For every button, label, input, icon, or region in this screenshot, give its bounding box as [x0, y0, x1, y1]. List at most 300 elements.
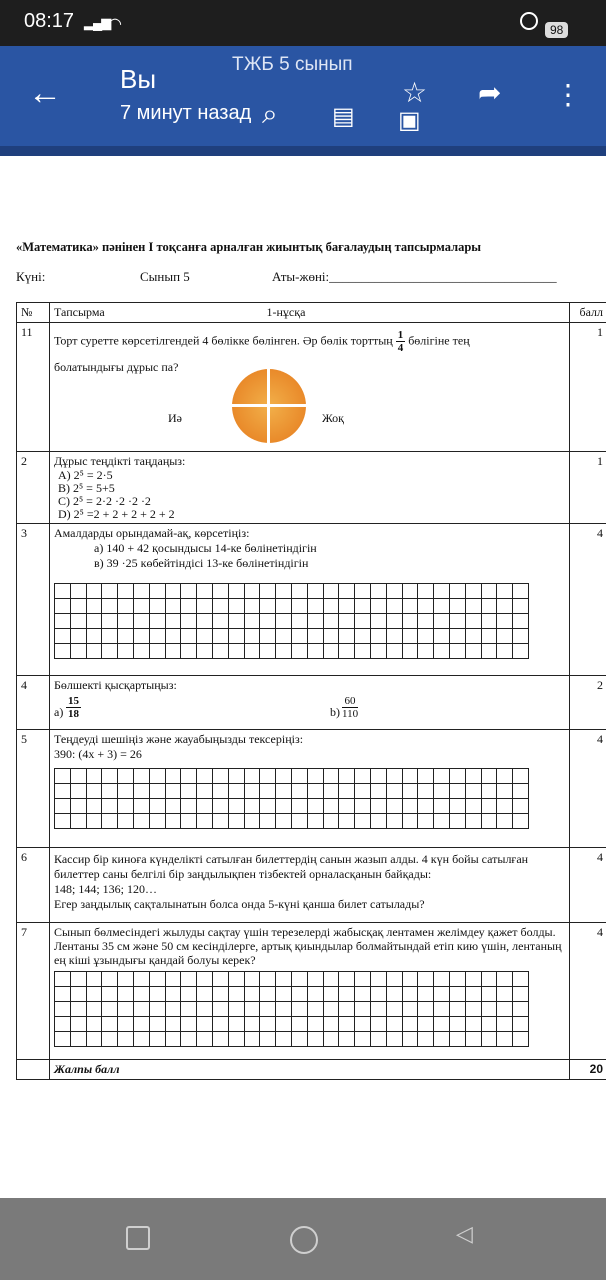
grid-cell [449, 814, 465, 829]
grid-cell [70, 1002, 86, 1017]
grid-cell [102, 799, 118, 814]
table-row [17, 524, 606, 676]
grid-cell [55, 614, 71, 629]
grid-cell [418, 584, 434, 599]
grid-cell [133, 814, 149, 829]
grid-cell [118, 1017, 134, 1032]
grid-cell [513, 799, 529, 814]
grid-cell [181, 799, 197, 814]
grid-cell [370, 987, 386, 1002]
answer-no: Жоқ [322, 411, 344, 425]
grid-cell [355, 584, 371, 599]
answer-grid [54, 768, 529, 829]
grid-cell [165, 1002, 181, 1017]
grid-cell [70, 629, 86, 644]
grid-cell [323, 599, 339, 614]
grid-cell [55, 1017, 71, 1032]
grid-cell [102, 1032, 118, 1047]
grid-cell [276, 614, 292, 629]
grid-cell [165, 784, 181, 799]
grid-cell [118, 614, 134, 629]
grid-row [55, 1017, 529, 1032]
grid-cell [307, 987, 323, 1002]
grid-cell [402, 1002, 418, 1017]
grid-cell [386, 584, 402, 599]
grid-cell [228, 799, 244, 814]
grid-cell [133, 769, 149, 784]
grid-cell [291, 629, 307, 644]
grid-cell [149, 584, 165, 599]
grid-cell [497, 987, 513, 1002]
grid-cell [260, 972, 276, 987]
grid-cell [181, 614, 197, 629]
grid-cell [465, 584, 481, 599]
grid-cell [291, 1017, 307, 1032]
total-score: 20 [570, 1060, 606, 1080]
grid-cell [355, 814, 371, 829]
grid-cell [481, 584, 497, 599]
grid-cell [513, 1002, 529, 1017]
grid-cell [339, 599, 355, 614]
grid-cell [118, 599, 134, 614]
grid-cell [307, 1002, 323, 1017]
grid-cell [481, 614, 497, 629]
grid-cell [118, 629, 134, 644]
grid-cell [181, 814, 197, 829]
grid-cell [212, 972, 228, 987]
grid-cell [418, 599, 434, 614]
grid-cell [228, 769, 244, 784]
grid-cell [323, 784, 339, 799]
grid-cell [307, 1032, 323, 1047]
grid-cell [497, 644, 513, 659]
grid-cell [481, 1002, 497, 1017]
grid-cell [497, 1032, 513, 1047]
grid-cell [465, 799, 481, 814]
grid-row [55, 987, 529, 1002]
grid-cell [86, 1002, 102, 1017]
grid-cell [513, 1017, 529, 1032]
grid-cell [181, 629, 197, 644]
grid-row [55, 769, 529, 784]
grid-cell [244, 599, 260, 614]
grid-cell [244, 814, 260, 829]
grid-cell [276, 987, 292, 1002]
grid-cell [86, 614, 102, 629]
task-question-end: Егер заңдылық сақталынатын болса онда 5-күні қанша билет сатылады? [54, 897, 425, 911]
grid-cell [165, 799, 181, 814]
grid-cell [181, 599, 197, 614]
table-row [17, 676, 606, 730]
grid-cell [244, 584, 260, 599]
grid-cell [149, 972, 165, 987]
grid-cell [291, 1032, 307, 1047]
grid-cell [70, 987, 86, 1002]
grid-cell [70, 599, 86, 614]
grid-cell [291, 599, 307, 614]
grid-row [55, 599, 529, 614]
grid-cell [291, 784, 307, 799]
grid-cell [212, 1017, 228, 1032]
grid-cell [370, 814, 386, 829]
grid-cell [102, 1002, 118, 1017]
grid-cell [291, 769, 307, 784]
grid-cell [118, 769, 134, 784]
grid-cell [386, 799, 402, 814]
alarm-icon [520, 12, 538, 30]
grid-cell [418, 1032, 434, 1047]
grid-cell [418, 614, 434, 629]
grid-cell [244, 1002, 260, 1017]
grid-cell [133, 1032, 149, 1047]
grid-cell [465, 814, 481, 829]
variant-label: 1-нұсқа [266, 305, 306, 319]
task-text [54, 329, 565, 354]
grid-cell [212, 1002, 228, 1017]
grid-cell [244, 1032, 260, 1047]
grid-cell [276, 972, 292, 987]
grid-cell [323, 769, 339, 784]
fraction [396, 329, 406, 354]
grid-cell [370, 644, 386, 659]
grid-cell [181, 1017, 197, 1032]
grid-cell [355, 644, 371, 659]
grid-cell [86, 644, 102, 659]
grid-cell [276, 799, 292, 814]
subtask-b-label: b) [330, 705, 340, 719]
task-number: 6 [17, 848, 50, 923]
grid-cell [418, 799, 434, 814]
col-task-label: Тапсырма [54, 305, 105, 319]
grid-cell [465, 1017, 481, 1032]
grid-cell [181, 584, 197, 599]
grid-cell [513, 769, 529, 784]
grid-cell [418, 972, 434, 987]
grid-cell [434, 799, 450, 814]
options-list [54, 469, 565, 521]
grid-cell [402, 1017, 418, 1032]
grid-cell [386, 644, 402, 659]
col-number: № [17, 303, 50, 323]
grid-cell [70, 644, 86, 659]
grid-cell [370, 1017, 386, 1032]
grid-cell [86, 599, 102, 614]
grid-cell [118, 784, 134, 799]
grid-cell [260, 1002, 276, 1017]
grid-cell [497, 1002, 513, 1017]
grid-cell [418, 814, 434, 829]
grid-cell [197, 814, 213, 829]
task-score: 4 [570, 848, 606, 923]
grid-cell [355, 784, 371, 799]
table-row [17, 848, 606, 923]
grid-cell [418, 769, 434, 784]
star-icon[interactable]: ☆ [402, 77, 428, 108]
grid-cell [86, 814, 102, 829]
wifi-icon: ◠ [108, 16, 122, 33]
grid-cell [418, 1002, 434, 1017]
grid-cell [102, 769, 118, 784]
task-question: Теңдеуді шешіңіз және жауабыңызды тексеріңіз: [54, 732, 304, 746]
grid-cell [370, 584, 386, 599]
grid-cell [355, 799, 371, 814]
share-icon[interactable]: ➦ [478, 77, 502, 108]
grid-cell [244, 614, 260, 629]
more-icon[interactable]: ⋮ [554, 79, 582, 110]
task-question: Бөлшекті қысқартыңыз: [54, 678, 177, 692]
grid-cell [386, 972, 402, 987]
task-question: Дұрыс теңдікті таңдаңыз: [54, 454, 186, 468]
recents-icon[interactable] [126, 1226, 150, 1250]
grid-row [55, 584, 529, 599]
grid-row [55, 1032, 529, 1047]
grid-cell [434, 614, 450, 629]
grid-cell [118, 972, 134, 987]
grid-cell [291, 644, 307, 659]
grid-cell [149, 987, 165, 1002]
grid-cell [165, 1032, 181, 1047]
grid-cell [165, 1017, 181, 1032]
grid-cell [118, 1002, 134, 1017]
grid-cell [165, 614, 181, 629]
grid-cell [481, 599, 497, 614]
grid-cell [276, 1032, 292, 1047]
grid-cell [307, 599, 323, 614]
grid-cell [434, 629, 450, 644]
grid-cell [244, 799, 260, 814]
grid-cell [55, 769, 71, 784]
grid-cell [149, 769, 165, 784]
grid-cell [339, 584, 355, 599]
grid-cell [449, 972, 465, 987]
grid-cell [228, 599, 244, 614]
tasks-table [16, 302, 606, 1080]
grid-cell [86, 799, 102, 814]
grid-cell [418, 1017, 434, 1032]
grid-cell [133, 799, 149, 814]
grid-cell [402, 629, 418, 644]
grid-cell [118, 584, 134, 599]
grid-cell [244, 644, 260, 659]
task-cell [50, 848, 570, 923]
grid-cell [55, 644, 71, 659]
fraction-numerator: 15 [68, 695, 79, 707]
back-icon[interactable]: ← [28, 74, 62, 112]
grid-cell [370, 1002, 386, 1017]
task-question: Кассир бір киноға күнделікті сатылған билеттердің санын жазып алды. 4 күн бойы сатылған билеттер саны белгілі бір заңдылықпен тізбектей орналасқанын байқады: [54, 852, 529, 881]
grid-cell [497, 614, 513, 629]
grid-cell [307, 814, 323, 829]
grid-cell [402, 599, 418, 614]
grid-cell [228, 814, 244, 829]
class-label: Сынып 5 [140, 269, 190, 284]
grid-cell [497, 784, 513, 799]
grid-cell [133, 599, 149, 614]
grid-cell [197, 972, 213, 987]
grid-cell [481, 644, 497, 659]
grid-cell [497, 599, 513, 614]
grid-cell [449, 799, 465, 814]
cake-image [232, 369, 306, 443]
grid-cell [276, 644, 292, 659]
answer-grid [54, 971, 529, 1047]
grid-cell [228, 1017, 244, 1032]
grid-cell [434, 987, 450, 1002]
grid-cell [386, 814, 402, 829]
grid-cell [276, 814, 292, 829]
option-d: D) 2⁵ =2 + 2 + 2 + 2 + 2 [58, 507, 175, 521]
grid-cell [339, 629, 355, 644]
grid-cell [260, 814, 276, 829]
answer-area [54, 375, 565, 449]
grid-cell [102, 987, 118, 1002]
grid-cell [513, 784, 529, 799]
grid-cell [339, 1002, 355, 1017]
grid-cell [434, 814, 450, 829]
document-icon[interactable]: ▤ [332, 103, 355, 130]
grid-cell [102, 599, 118, 614]
task-question-end: болатындығы дұрыс па? [54, 360, 179, 374]
grid-cell [55, 629, 71, 644]
grid-cell [86, 629, 102, 644]
grid-cell [212, 614, 228, 629]
task-number: 7 [17, 923, 50, 1060]
grid-cell [212, 1032, 228, 1047]
grid-cell [434, 644, 450, 659]
grid-row [55, 972, 529, 987]
grid-cell [133, 644, 149, 659]
document-title: ТЖБ 5 сынып [232, 54, 353, 75]
grid-cell [513, 614, 529, 629]
grid-cell [323, 814, 339, 829]
grid-cell [276, 1017, 292, 1032]
grid-cell [133, 614, 149, 629]
grid-cell [481, 987, 497, 1002]
grid-cell [228, 1032, 244, 1047]
fraction-numerator: 1 [397, 329, 404, 341]
option-b: B) 2⁵ = 5+5 [58, 481, 115, 495]
grid-cell [149, 599, 165, 614]
number-sequence: 148; 144; 136; 120… [54, 882, 158, 896]
grid-cell [513, 1032, 529, 1047]
grid-cell [291, 1002, 307, 1017]
grid-cell [355, 972, 371, 987]
status-bar [0, 0, 606, 46]
grid-cell [449, 584, 465, 599]
grid-cell [513, 629, 529, 644]
grid-cell [339, 784, 355, 799]
grid-cell [55, 799, 71, 814]
grid-cell [402, 987, 418, 1002]
grid-cell [244, 784, 260, 799]
grid-row [55, 1002, 529, 1017]
grid-cell [291, 584, 307, 599]
grid-cell [323, 987, 339, 1002]
grid-cell [386, 599, 402, 614]
grid-cell [449, 629, 465, 644]
grid-cell [181, 784, 197, 799]
fraction-a [66, 695, 81, 720]
grid-cell [70, 584, 86, 599]
grid-cell [197, 644, 213, 659]
grid-cell [497, 584, 513, 599]
grid-cell [481, 814, 497, 829]
grid-cell [339, 1032, 355, 1047]
task-question: Торт суретте көрсетілгендей 4 бөлікке бөлінген. Әр бөлік торттың [54, 333, 393, 348]
back-nav-icon[interactable]: ◁ [456, 1222, 473, 1247]
grid-row [55, 644, 529, 659]
grid-cell [307, 1017, 323, 1032]
save-icon[interactable]: ▣ [398, 107, 421, 134]
grid-cell [323, 614, 339, 629]
grid-cell [291, 972, 307, 987]
grid-cell [70, 972, 86, 987]
table-row [17, 923, 606, 1060]
grid-cell [55, 599, 71, 614]
grid-cell [197, 629, 213, 644]
grid-cell [465, 644, 481, 659]
grid-cell [228, 644, 244, 659]
task-number: 4 [17, 676, 50, 730]
search-icon[interactable]: ⌕ [262, 98, 278, 129]
grid-cell [133, 987, 149, 1002]
table-row [17, 323, 606, 452]
subtask-b: в) 39 ·25 көбейтіндісі 13-ке бөлінетіндігін [94, 556, 309, 570]
home-icon[interactable] [290, 1226, 318, 1254]
grid-cell [370, 799, 386, 814]
fraction-denominator: 4 [397, 342, 404, 354]
grid-cell [260, 644, 276, 659]
grid-cell [355, 614, 371, 629]
grid-cell [118, 987, 134, 1002]
grid-cell [355, 1032, 371, 1047]
grid-cell [244, 1017, 260, 1032]
grid-cell [339, 769, 355, 784]
grid-cell [244, 769, 260, 784]
grid-cell [228, 972, 244, 987]
grid-cell [228, 784, 244, 799]
grid-cell [149, 784, 165, 799]
grid-cell [323, 1032, 339, 1047]
grid-cell [244, 987, 260, 1002]
grid-cell [481, 799, 497, 814]
grid-cell [402, 644, 418, 659]
grid-cell [449, 784, 465, 799]
grid-cell [449, 1002, 465, 1017]
grid-row [55, 799, 529, 814]
fraction-numerator: 60 [342, 695, 358, 708]
grid-cell [291, 987, 307, 1002]
grid-cell [102, 1017, 118, 1032]
grid-cell [465, 987, 481, 1002]
grid-cell [86, 1032, 102, 1047]
name-label: Аты-жөні:___________________________________ [272, 269, 557, 284]
task-number: 2 [17, 452, 50, 524]
grid-cell [434, 784, 450, 799]
grid-cell [133, 784, 149, 799]
grid-row [55, 814, 529, 829]
document-heading: «Математика» пәнінен I тоқсанға арналған жиынтық бағалаудың тапсырмалары [16, 240, 482, 254]
grid-cell [323, 644, 339, 659]
grid-cell [212, 584, 228, 599]
grid-cell [165, 814, 181, 829]
grid-cell [355, 987, 371, 1002]
header-divider [0, 146, 606, 156]
grid-cell [307, 972, 323, 987]
grid-cell [197, 799, 213, 814]
grid-cell [212, 644, 228, 659]
grid-cell [497, 972, 513, 987]
